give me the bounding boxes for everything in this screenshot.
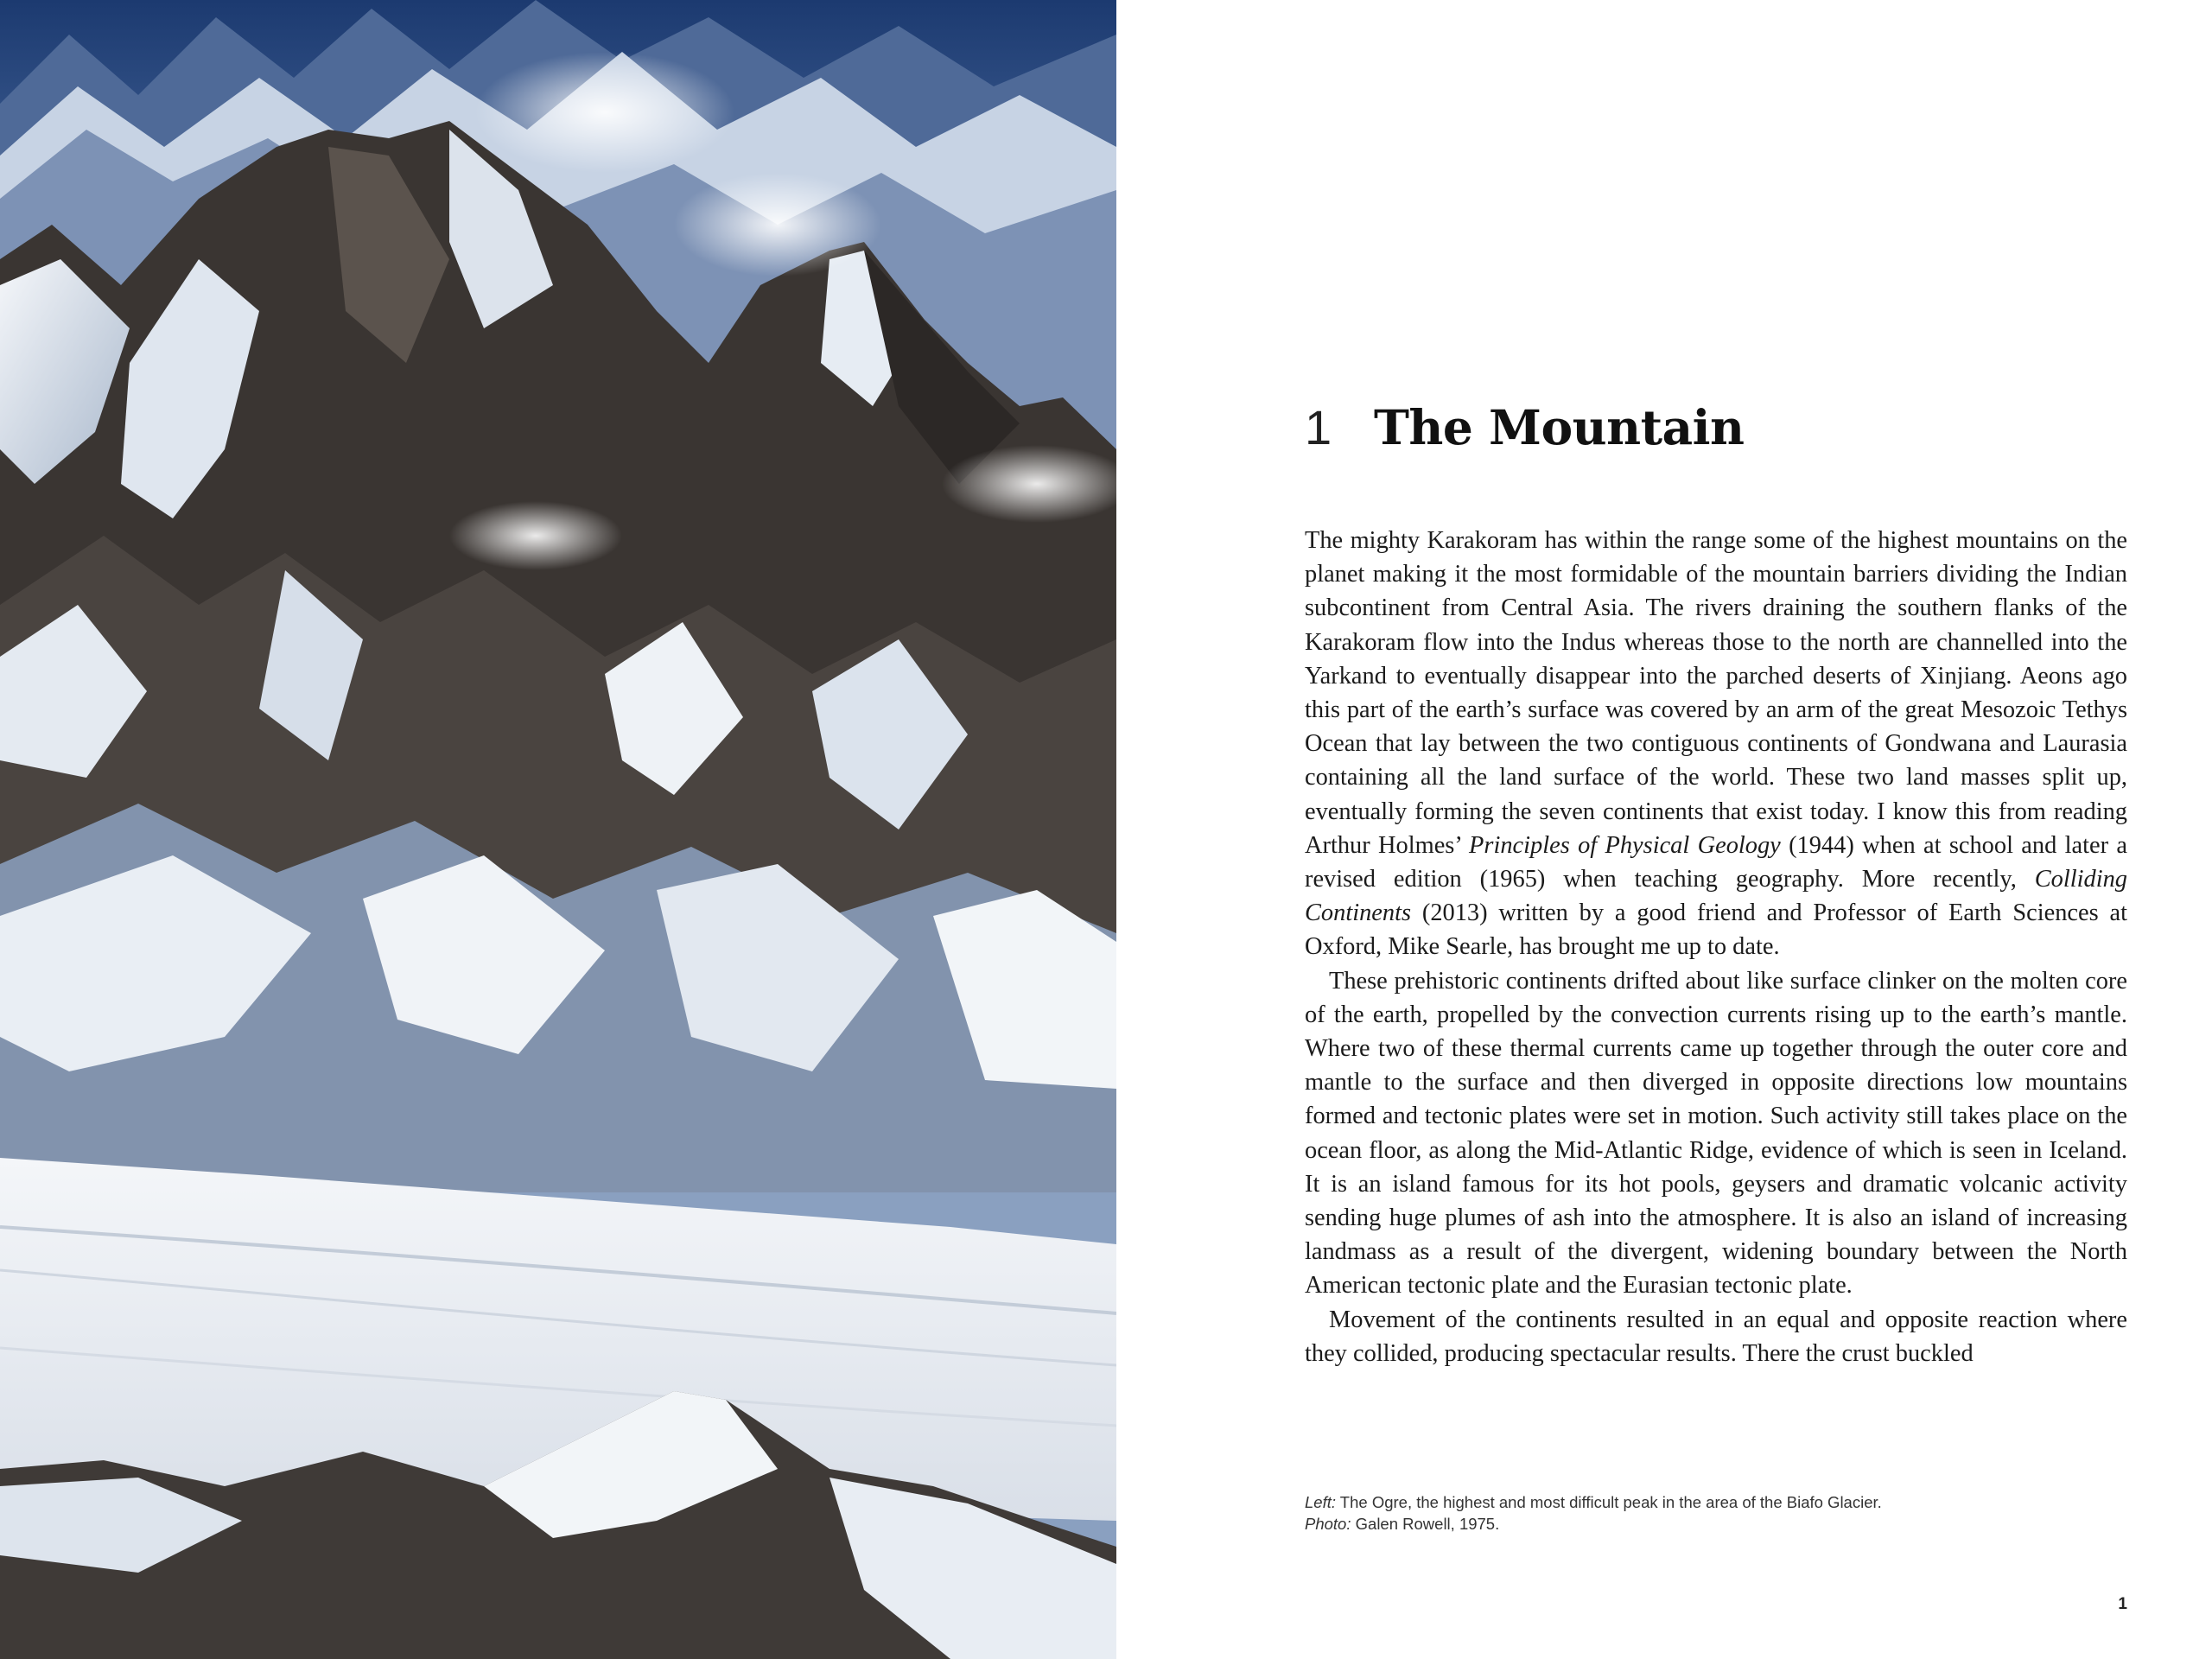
page-number: 1 xyxy=(2118,1595,2127,1613)
paragraph-3: Movement of the continents resulted in an equal and opposite reaction where they collided, producing spectacular results. There the crust buckled xyxy=(1305,1306,2127,1367)
caption-photo-text: Galen Rowell, 1975. xyxy=(1351,1515,1500,1533)
chapter-number: 1 xyxy=(1305,400,1332,454)
book-title-colliding-continents: Colliding Continents xyxy=(1305,866,2127,927)
caption-left-label: Left: xyxy=(1305,1493,1336,1511)
caption-line-left xyxy=(1305,1491,2127,1513)
caption-line-photo xyxy=(1305,1513,2127,1535)
caption-left-text: The Ogre, the highest and most difficult peak in the area of the Biafo Glacier. xyxy=(1336,1493,1882,1511)
body-text xyxy=(1305,524,2127,1370)
chapter-title: The Mountain xyxy=(1374,399,1745,455)
chapter-heading xyxy=(1305,399,1745,455)
photo-caption xyxy=(1305,1491,2127,1535)
paragraph-1 xyxy=(1305,524,2127,964)
paragraph-1-part-b: (1944) when at school and later a revised edition (1965) when teaching geography. More recently, xyxy=(1305,831,2127,893)
paragraph-1-part-a: The mighty Karakoram has within the range some of the highest mountains on the planet making it the most formidable of the mountain barriers dividing the Indian subcontinent from Central Asia. The rivers draining the southern flanks of the Karakoram flow into the Indus whereas those to the north are channelled into the Yarkand to eventually disappear into the parched deserts of Xinjiang. Aeons ago this part of the earth’s surface was covered by an arm of the great Mesozoic Tethys Ocean that lay between the two contiguous continents of Gondwana and Laurasia containing all the land surface of the world. These two land masses split up, eventually forming the seven continents that exist today. I know this from reading Arthur Holmes’ xyxy=(1305,527,2127,859)
text-page xyxy=(1116,0,2212,1659)
caption-photo-label: Photo: xyxy=(1305,1515,1351,1533)
paragraph-2: These prehistoric continents drifted about like surface clinker on the molten core of the earth, propelled by the convection currents rising up to the earth’s mantle. Where two of these thermal currents came up together through the outer core and mantle to the surface and then diverged in opposite directions low mountains formed and tectonic plates were set in motion. Such activity still takes place on the ocean floor, as along the Mid-Atlantic Ridge, evidence of which is seen in Iceland. It is an island famous for its hot pools, geysers and dramatic volcanic activity sending huge plumes of ash into the atmosphere. It is also an island of increasing landmass as a result of the divergent, widening boundary between the North American tectonic plate and the Eurasian tectonic plate. xyxy=(1305,967,2127,1300)
book-title-principles: Principles of Physical Geology xyxy=(1469,831,1781,859)
paragraph-1-part-c: (2013) written by a good friend and Professor of Earth Sciences at Oxford, Mike Searle, has brought me up to date. xyxy=(1305,899,2127,961)
